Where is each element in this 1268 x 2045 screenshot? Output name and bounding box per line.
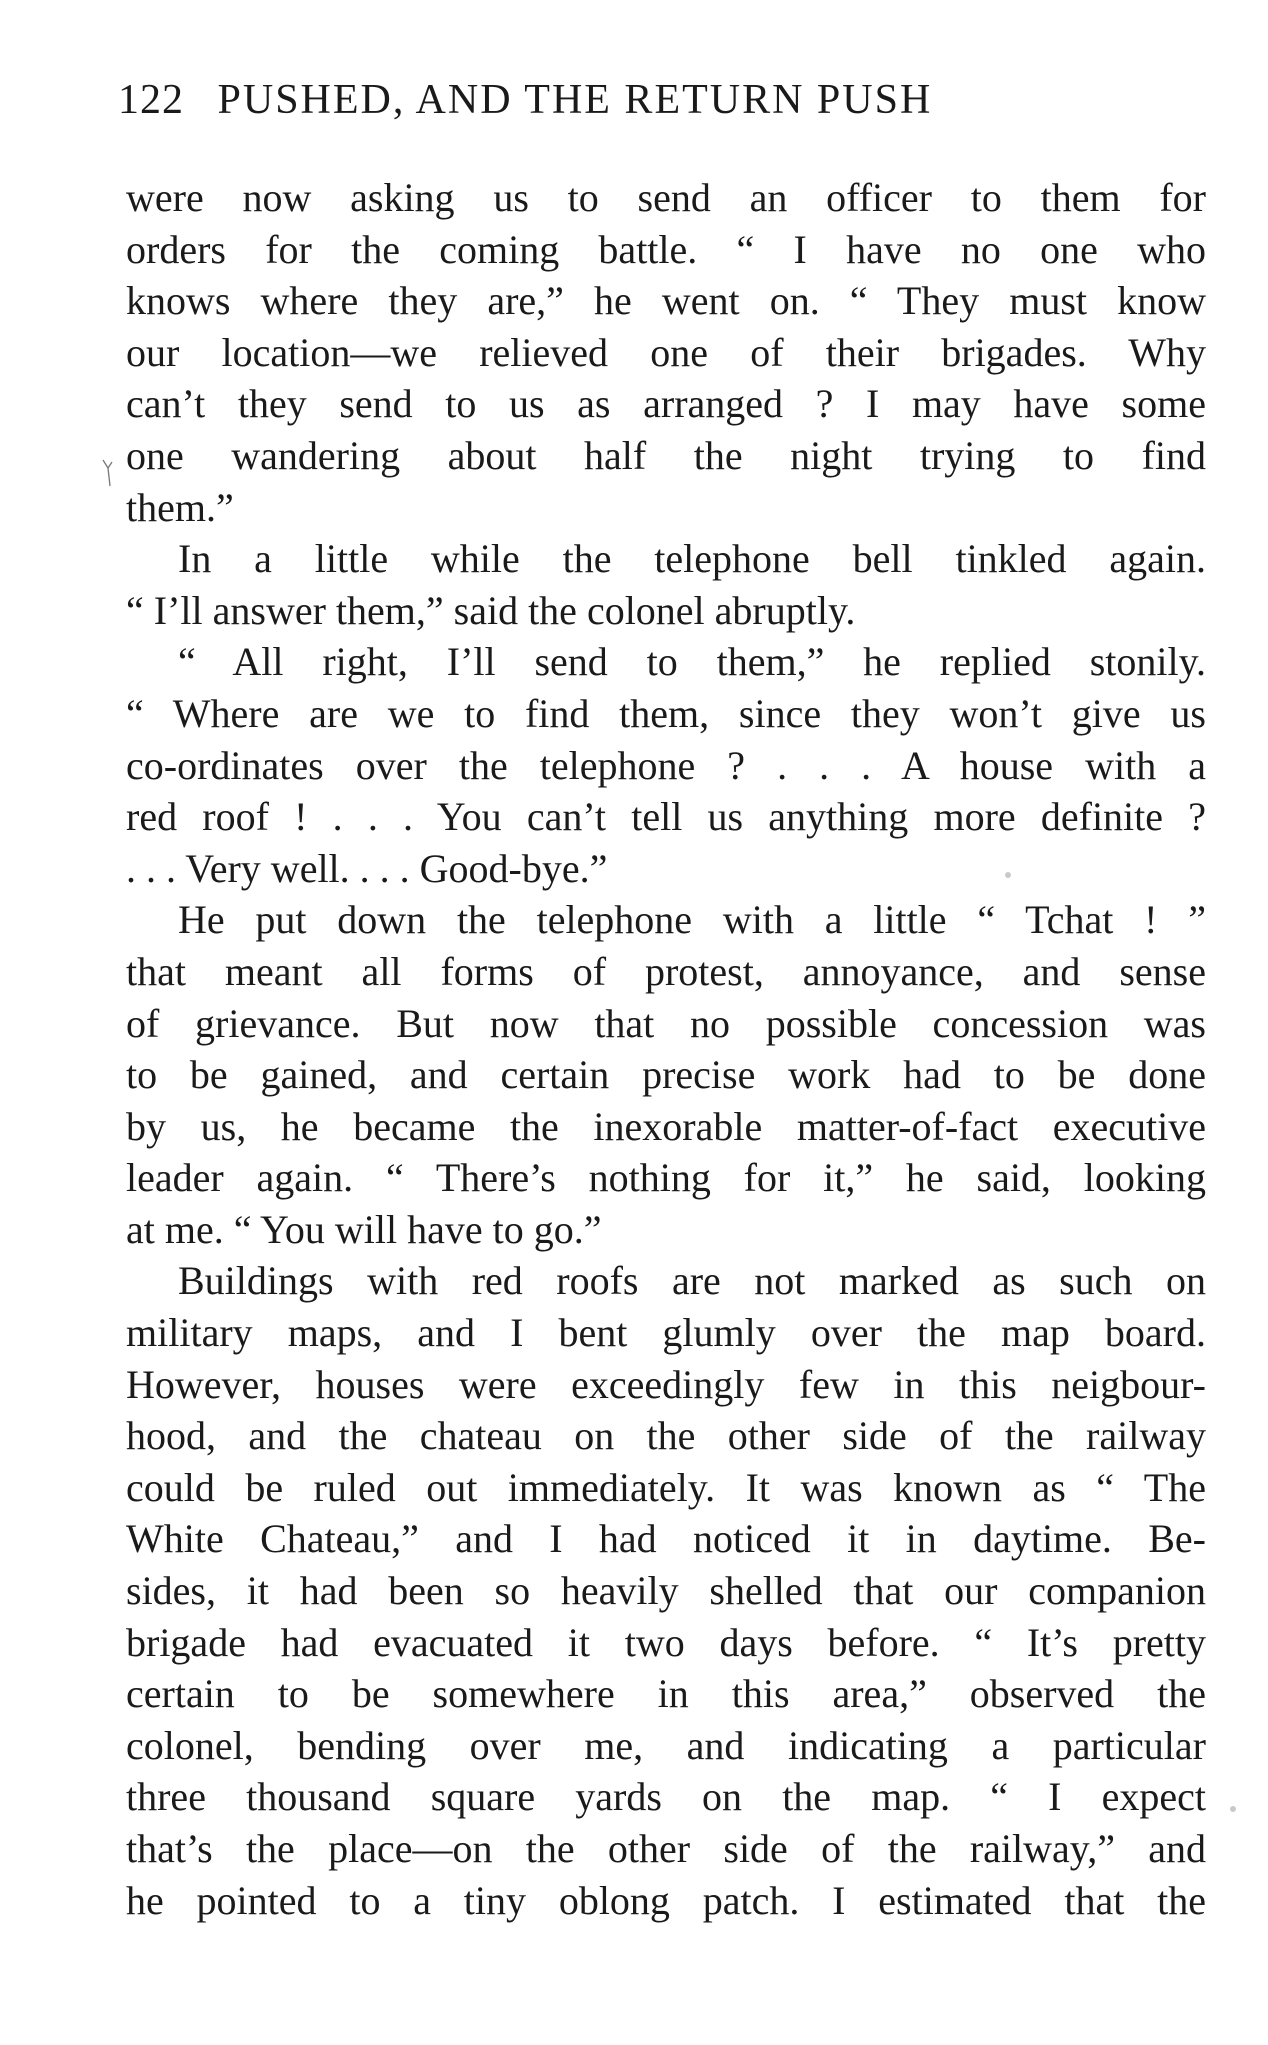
text-line: that’s the place—on the other side of the railway,” and xyxy=(126,1826,1206,1871)
text-line: . . . Very well. . . . Good-bye.” xyxy=(126,845,608,891)
text-line: one wandering about half the night trying to find xyxy=(126,432,1206,478)
text-line: were now asking us to send an officer to them for xyxy=(126,175,1206,220)
text-line: He put down the telephone with a little “ Tchat ! ” xyxy=(178,897,1206,943)
text-line: can’t they send to us as arranged ? I may have some xyxy=(126,381,1206,427)
text-line: them.” xyxy=(126,484,234,530)
text-line: leader again. “ There’s nothing for it,” he said, looking xyxy=(126,1155,1206,1201)
text-line: our location—we relieved one of their brigades. Why xyxy=(126,329,1206,375)
text-line: In a little while the telephone bell tinkled again. xyxy=(178,536,1206,582)
text-line: co-ordinates over the telephone ? . . . A house with a xyxy=(126,742,1206,788)
paper-speck xyxy=(1230,1806,1236,1812)
text-line: military maps, and I bent glumly over the map board. xyxy=(126,1310,1206,1356)
text-line: knows where they are,” he went on. “ They must know xyxy=(126,278,1206,324)
pencil-mark-icon xyxy=(100,458,116,488)
text-line: certain to be somewhere in this area,” observed the xyxy=(126,1671,1206,1717)
text-line: of grievance. But now that no possible concession was xyxy=(126,1000,1206,1046)
text-line: he pointed to a tiny oblong patch. I estimated that the xyxy=(126,1877,1206,1923)
text-line: that meant all forms of protest, annoyance, and sense xyxy=(126,948,1206,994)
body-text xyxy=(126,172,1206,1926)
text-line: “ I’ll answer them,” said the colonel abruptly. xyxy=(126,587,856,633)
text-line: red roof ! . . . You can’t tell us anything more definite ? xyxy=(126,794,1206,840)
page-number: 122 xyxy=(118,77,184,123)
text-line: by us, he became the inexorable matter-of-fact executive xyxy=(126,1103,1206,1149)
text-line: hood, and the chateau on the other side of the railway xyxy=(126,1413,1206,1459)
text-line: However, houses were exceedingly few in this neigbour- xyxy=(126,1361,1206,1407)
text-line: White Chateau,” and I had noticed it in daytime. Be- xyxy=(126,1516,1206,1562)
running-title: PUSHED, AND THE RETURN PUSH xyxy=(217,77,933,123)
text-line: brigade had evacuated it two days before. “ It’s pretty xyxy=(126,1619,1206,1665)
text-line: sides, it had been so heavily shelled that our companion xyxy=(126,1568,1206,1614)
text-line: “ Where are we to find them, since they won’t give us xyxy=(126,690,1206,736)
text-line: Buildings with red roofs are not marked as such on xyxy=(178,1258,1206,1304)
running-head xyxy=(118,72,1208,128)
text-line: orders for the coming battle. “ I have no one who xyxy=(126,226,1206,272)
text-line: three thousand square yards on the map. “ I expect xyxy=(126,1774,1206,1820)
text-line: at me. “ You will have to go.” xyxy=(126,1206,602,1252)
text-line: to be gained, and certain precise work had to be done xyxy=(126,1052,1206,1098)
text-line: “ All right, I’ll send to them,” he replied stonily. xyxy=(178,639,1206,685)
text-line: could be ruled out immediately. It was known as “ The xyxy=(126,1464,1206,1510)
text-line: colonel, bending over me, and indicating a particular xyxy=(126,1722,1206,1768)
